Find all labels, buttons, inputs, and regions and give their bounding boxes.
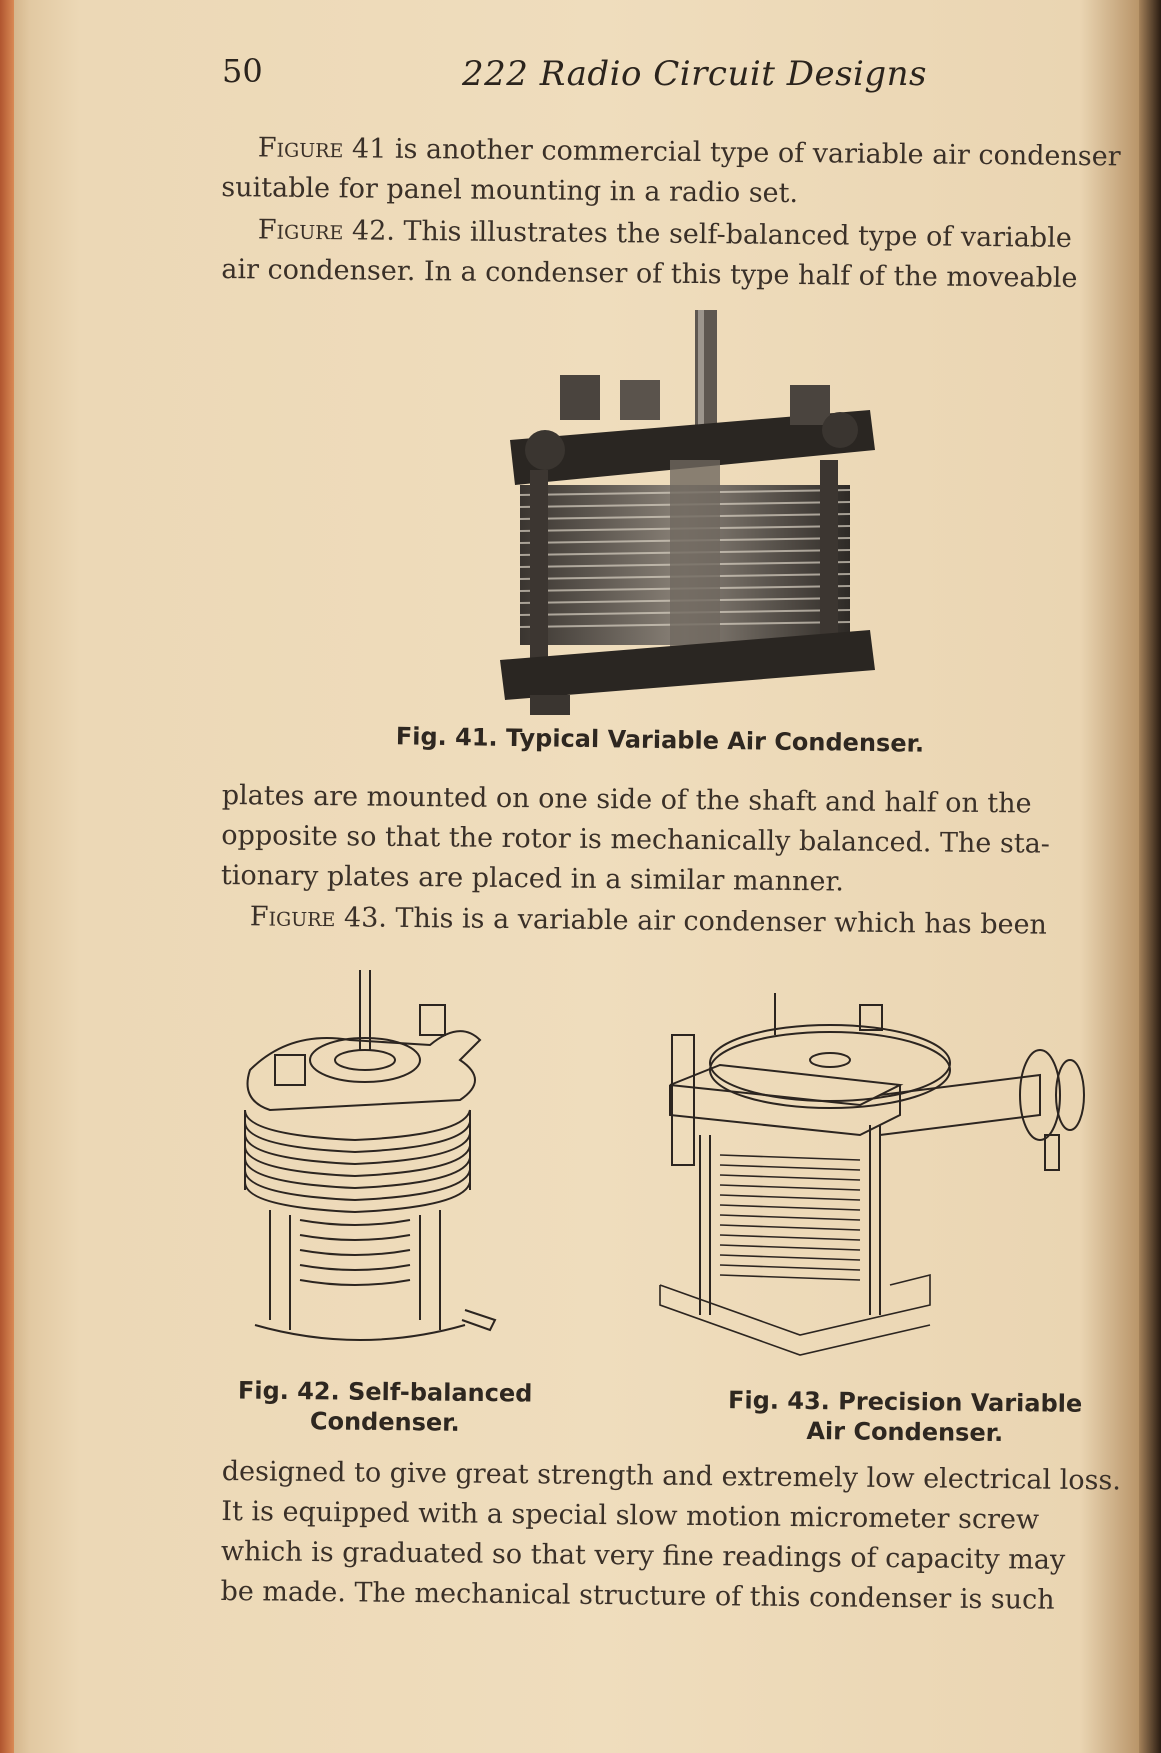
variable-air-condenser-photo [490,300,890,720]
book-spine-edge [0,0,14,1753]
figure-42-caption-line1: Fig. 42. Self-balanced [237,1376,533,1408]
precision-variable-condenser-drawing [650,985,1120,1370]
paragraph-text: This is a variable air condenser which has been [386,902,1048,941]
figure-42-caption [200,1375,571,1439]
figure-42-caption-line2: Condenser. [309,1407,460,1437]
paragraph-text: is another commercial type of variable air condenser suitable for panel mounting in a radio set. [221,133,1121,210]
figure-43-caption-line1: Fig. 43. Precision Variable [727,1386,1083,1418]
figure-ref-43: Figure 43. [249,901,388,934]
figure-43-image [650,985,1120,1370]
figure-ref-42: Figure 42. [257,214,396,247]
paragraph-figure-41 [221,128,1152,218]
figure-43-caption [690,1385,1121,1449]
paragraph-final [220,1452,1132,1622]
figure-ref-41: Figure 41 [257,132,387,165]
paragraph-figure-42 [221,210,1152,300]
paragraph-text: designed to give great strength and extremely low electrical loss. It is equipped with a special slow motion micrometer screw which is graduated so that very fine readings of capacity may be made. The mechanical structure of this condenser is such [220,1455,1122,1616]
figure-41-image [490,300,890,720]
figure-43-caption-line2: Air Condenser. [806,1416,1004,1448]
paragraph-text: plates are mounted on one side of the shaft and half on the opposite so that the rotor is mechanically balanced. The sta- tionary plates are placed in a similar manner. [220,779,1051,898]
running-title: 222 Radio Circuit Designs [462,54,928,94]
paragraph-text: This illustrates the self-balanced type of variable air condenser. In a condenser of this type half of the moveable [221,215,1078,294]
page-header [222,52,942,102]
self-balanced-condenser-drawing [230,960,520,1360]
figure-41-caption: Fig. 41. Typical Variable Air Condenser. [395,722,925,758]
page-number: 50 [222,52,263,90]
paragraph-continuation [221,776,1152,906]
figure-42-image [230,960,520,1360]
paragraph-figure-43 [222,897,1152,947]
